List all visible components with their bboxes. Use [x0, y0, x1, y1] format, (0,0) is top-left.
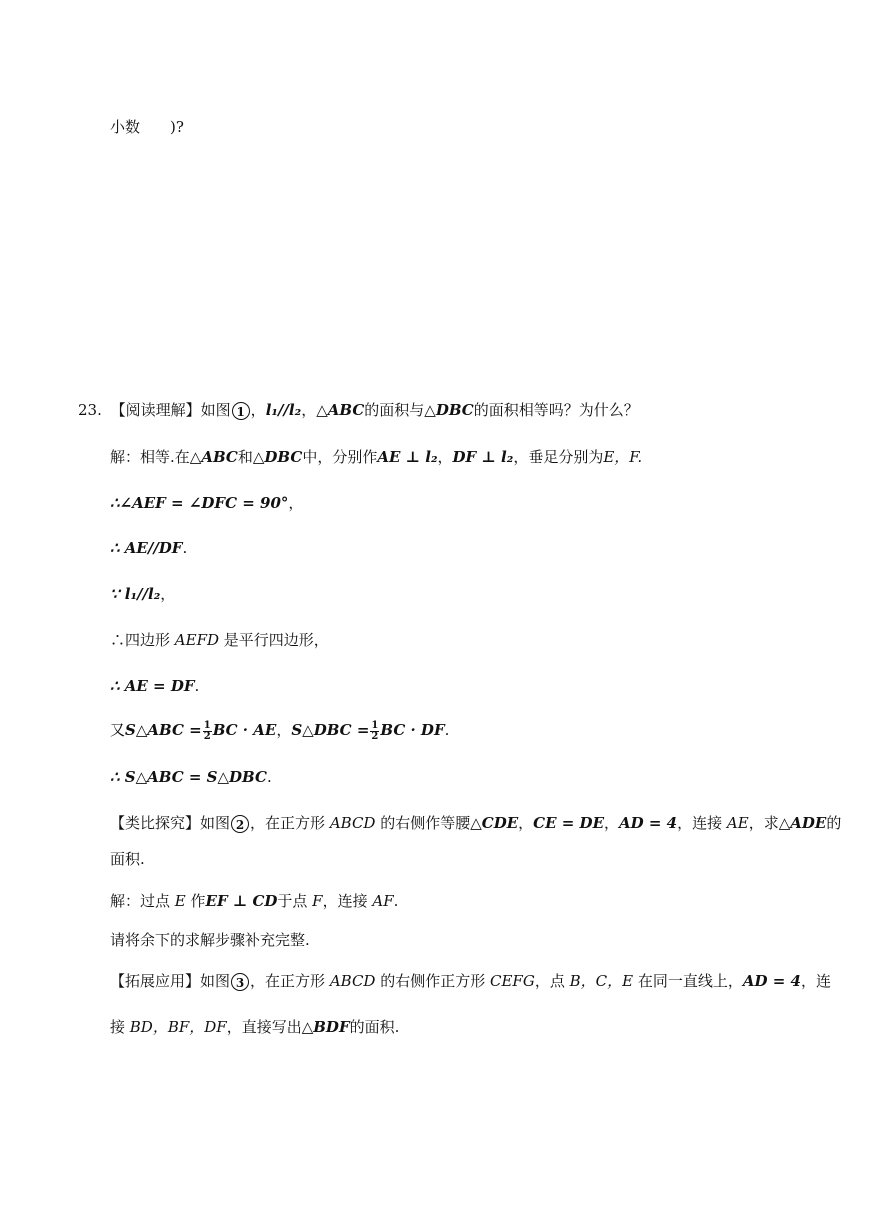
section-tag-reading: 【阅读理解】 — [110, 401, 201, 419]
fraction-half — [203, 721, 212, 742]
math-triangle-dbc: △DBC — [424, 401, 474, 419]
text: 的右侧作等腰 — [375, 814, 471, 832]
text: 接 — [110, 1018, 130, 1036]
square-name: CEFG — [490, 972, 535, 990]
text: ， — [437, 448, 453, 466]
figure-3-label: 3 — [231, 973, 249, 991]
text: ， — [276, 721, 292, 739]
text: 和 — [237, 448, 253, 466]
text: 作 — [185, 892, 206, 910]
text: . — [266, 768, 272, 786]
solution-line-6 — [110, 675, 199, 697]
math-area-abc: S△ABC = — [125, 721, 202, 739]
text: 如图 — [200, 814, 231, 832]
math-ad-eq-4: AD = 4 — [742, 972, 801, 990]
points-list: B，C，E — [569, 972, 634, 990]
square-name: ABCD — [329, 814, 376, 832]
text: 如图 — [200, 401, 231, 419]
problem-number: 23. — [78, 401, 102, 419]
figure-2-label: 2 — [231, 815, 249, 833]
math-triangle-cde: △CDE — [470, 814, 519, 832]
segment-name: AE — [726, 814, 749, 832]
solution-line-3 — [110, 537, 187, 559]
text: ，直接写出 — [226, 1018, 302, 1036]
fraction-denominator: 2 — [371, 730, 379, 742]
square-name: ABCD — [329, 972, 376, 990]
section-tag-extension: 【拓展应用】 — [110, 972, 201, 990]
text: 的面积相等吗？为什么？ — [473, 401, 639, 419]
text: ∴四边形 — [110, 631, 175, 649]
solution-line-8 — [110, 766, 272, 788]
math-ae-eq-df: ∴ AE = DF — [110, 677, 195, 695]
text: ， — [301, 401, 317, 419]
solution-line-2 — [110, 492, 303, 514]
math-ad-eq-4: AD = 4 — [619, 814, 678, 832]
fraction-numerator: 1 — [371, 719, 379, 731]
segment-name: AF — [372, 892, 394, 910]
text: 又 — [110, 721, 126, 739]
text: . — [194, 677, 200, 695]
text: ，点 — [534, 972, 570, 990]
math-angles: ∴∠AEF = ∠DFC = 90° — [110, 494, 289, 512]
text: ，垂足分别为 — [513, 448, 604, 466]
section-tag-analogy: 【类比探究】 — [110, 814, 201, 832]
text: ， — [250, 401, 266, 419]
text: 的右侧作正方形 — [375, 972, 490, 990]
text: ，连接 — [677, 814, 727, 832]
text: ，在正方形 — [250, 972, 330, 990]
analogy-line-1 — [110, 812, 841, 834]
math-ae-parallel-df: ∴ AE//DF — [110, 539, 183, 557]
figure-1-label: 1 — [232, 402, 250, 420]
text: ， — [288, 494, 304, 512]
fraction-denominator: 2 — [203, 730, 211, 742]
text: 的面积. — [349, 1018, 400, 1036]
solution-line-1 — [110, 446, 642, 468]
text: ，在正方形 — [250, 814, 330, 832]
math-triangle-abc: △ABC — [189, 448, 238, 466]
text: ， — [518, 814, 534, 832]
math-bc-df: BC · DF — [380, 721, 445, 739]
text: ，连 — [800, 972, 831, 990]
text: . — [393, 892, 399, 910]
text: 解：过点 — [110, 892, 175, 910]
text: 如图 — [200, 972, 231, 990]
math-triangle-ade: △ADE — [778, 814, 827, 832]
text: 在同一直线上， — [633, 972, 743, 990]
analogy-line-2: 面积. — [110, 850, 145, 868]
extension-line-2 — [110, 1016, 399, 1038]
text: 于点 — [277, 892, 313, 910]
math-bc-ae: BC · AE — [212, 721, 277, 739]
fraction-numerator: 1 — [203, 719, 211, 731]
text: 的 — [826, 814, 842, 832]
math-ae-perp: AE ⊥ l₂ — [377, 448, 438, 466]
analogy-solution — [110, 890, 398, 912]
math-l1-parallel-l2: l₁//l₂ — [265, 401, 302, 419]
quad-name: AEFD — [174, 631, 219, 649]
math-l1-parallel-l2: ∵ l₁//l₂ — [110, 585, 161, 603]
analogy-prompt: 请将余下的求解步骤补充完整. — [110, 931, 310, 949]
solution-line-7 — [110, 719, 449, 742]
math-area-dbc: S△DBC = — [291, 721, 370, 739]
math-triangle-bdf: △BDF — [301, 1018, 350, 1036]
segments-list: BD，BF，DF — [129, 1018, 227, 1036]
math-triangle-dbc: △DBC — [252, 448, 303, 466]
text: . — [182, 539, 188, 557]
text: 解：相等.在 — [110, 448, 190, 466]
text: E，F. — [603, 448, 643, 466]
text: ， — [604, 814, 620, 832]
text: . — [444, 721, 450, 739]
solution-line-5 — [110, 629, 329, 651]
math-areas-equal: ∴ S△ABC = S△DBC — [110, 768, 267, 786]
text: ，连接 — [322, 892, 373, 910]
fraction-half — [370, 721, 379, 742]
continued-text: 小数 )? — [110, 118, 184, 136]
text: ，求 — [748, 814, 779, 832]
math-ef-perp-cd: EF ⊥ CD — [205, 892, 278, 910]
point-name: E — [174, 892, 186, 910]
extension-line-1 — [110, 970, 831, 992]
point-name: F — [312, 892, 323, 910]
solution-line-4 — [110, 583, 175, 605]
text: 中，分别作 — [302, 448, 378, 466]
text: ， — [160, 585, 176, 603]
math-triangle-abc: △ABC — [316, 401, 365, 419]
text: 是平行四边形， — [219, 631, 329, 649]
math-df-perp: DF ⊥ l₂ — [452, 448, 514, 466]
math-ce-eq-de: CE = DE — [533, 814, 604, 832]
problem-23-intro — [78, 399, 639, 421]
text: 的面积与 — [364, 401, 425, 419]
